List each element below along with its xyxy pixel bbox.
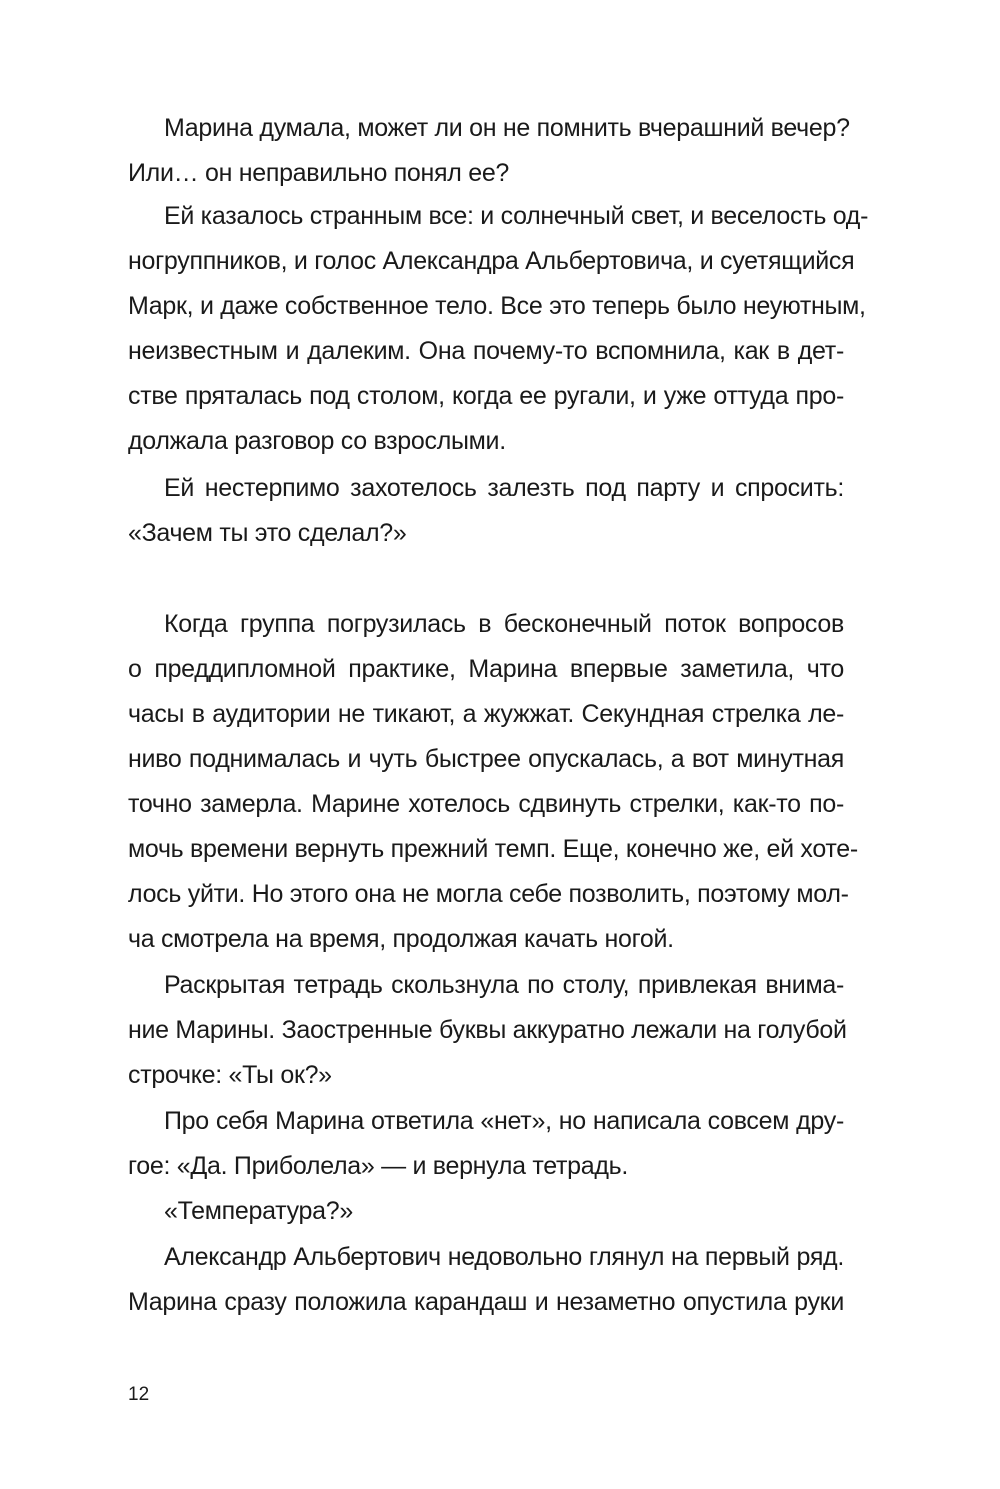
text-line: Марина сразу положила карандаш и незаметно опустила руки bbox=[128, 1288, 844, 1316]
text-line: Когда группа погрузилась в бесконечный поток вопросов bbox=[164, 610, 844, 638]
text-line: Ей казалось странным все: и солнечный свет, и веселость од- bbox=[164, 202, 869, 230]
text-line: Раскрытая тетрадь скользнула по столу, привлекая внима- bbox=[164, 971, 844, 999]
paragraph-6 bbox=[128, 1099, 844, 1189]
paragraph-4 bbox=[128, 602, 858, 962]
text-line: ниво поднималась и чуть быстрее опускалась, а вот минутная bbox=[128, 745, 844, 773]
page-number: 12 bbox=[128, 1384, 150, 1405]
text-line: ногруппников, и голос Александра Альбертовича, и суетящийся bbox=[128, 247, 855, 275]
text-line: ние Марины. Заостренные буквы аккуратно лежали на голубой bbox=[128, 1016, 847, 1044]
text-line: «Зачем ты это сделал?» bbox=[128, 519, 407, 547]
text-line: строчке: «Ты ок?» bbox=[128, 1061, 332, 1089]
text-line: Александр Альбертович недовольно глянул на первый ряд. bbox=[164, 1243, 844, 1271]
paragraph-3 bbox=[128, 466, 844, 556]
text-line: ча смотрела на время, продолжая качать ногой. bbox=[128, 925, 674, 953]
text-line: Про себя Марина ответила «нет», но написала совсем дру- bbox=[164, 1107, 844, 1135]
paragraph-2 bbox=[128, 194, 869, 464]
text-line: часы в аудитории не тикают, а жужжат. Секундная стрелка ле- bbox=[128, 700, 844, 728]
paragraph-7 bbox=[128, 1189, 844, 1234]
text-line: лось уйти. Но этого она не могла себе позволить, поэтому мол- bbox=[128, 880, 849, 908]
text-line: неизвестным и далеким. Она почему-то вспомнила, как в дет- bbox=[128, 337, 844, 365]
text-line: гое: «Да. Приболела» — и вернула тетрадь. bbox=[128, 1152, 629, 1180]
paragraph-5 bbox=[128, 963, 847, 1098]
text-line: «Температура?» bbox=[164, 1197, 353, 1225]
text-line: точно замерла. Марине хотелось сдвинуть стрелки, как-то по- bbox=[128, 790, 844, 818]
text-line: Или… он неправильно понял ее? bbox=[128, 159, 510, 187]
text-line: Марина думала, может ли он не помнить вчерашний вечер? bbox=[164, 114, 850, 142]
paragraph-8 bbox=[128, 1235, 844, 1325]
text-line: должала разговор со взрослыми. bbox=[128, 427, 506, 455]
text-line: мочь времени вернуть прежний темп. Еще, конечно же, ей хоте- bbox=[128, 835, 858, 863]
text-line: о преддипломной практике, Марина впервые заметила, что bbox=[128, 655, 844, 683]
text-line: стве пряталась под столом, когда ее ругали, и уже оттуда про- bbox=[128, 382, 844, 410]
text-line: Марк, и даже собственное тело. Все это теперь было неуютным, bbox=[128, 292, 866, 320]
paragraph-1 bbox=[128, 106, 850, 196]
text-line: Ей нестерпимо захотелось залезть под парту и спросить: bbox=[164, 474, 844, 502]
